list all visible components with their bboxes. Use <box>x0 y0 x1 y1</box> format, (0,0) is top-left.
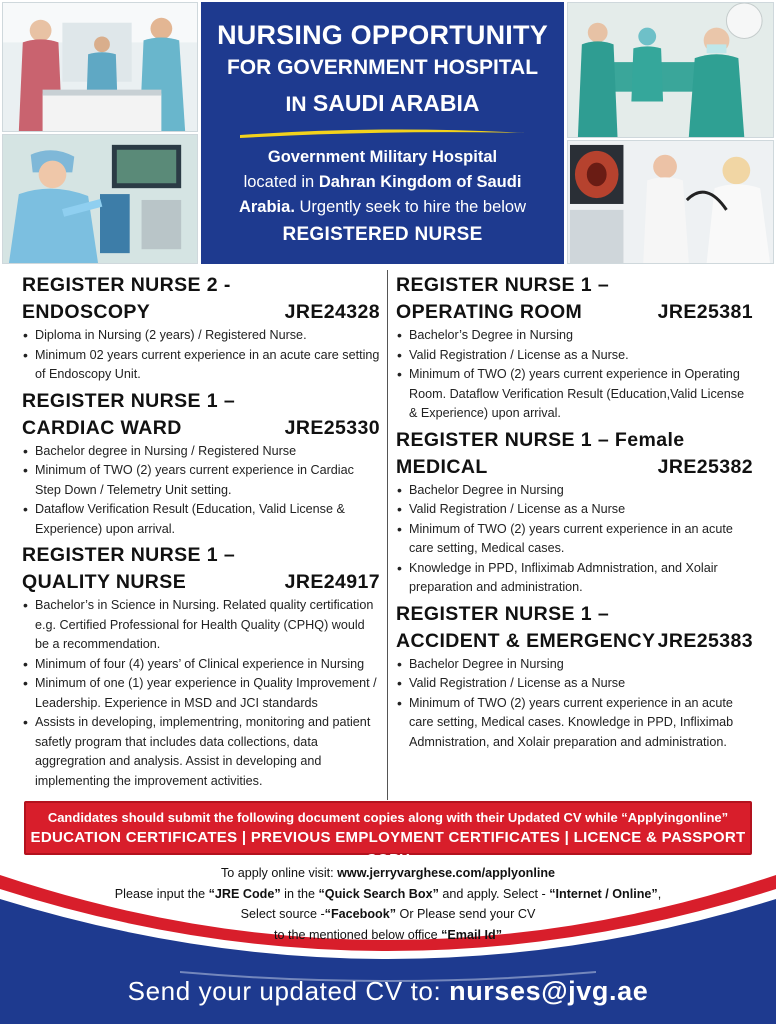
job-code: JRE25330 <box>284 416 380 439</box>
yellow-swoosh-divider <box>238 127 528 139</box>
list-item: • Bachelor’s Degree in Nursing <box>396 326 753 346</box>
list-item: • Valid Registration / License as a Nurse. <box>396 346 753 366</box>
job-code: JRE24328 <box>284 301 380 323</box>
jobs-right-column <box>396 272 753 755</box>
job-title: REGISTER NURSE 1 – CARDIAC WARD JRE25330 <box>22 388 380 442</box>
list-item: • Bachelor degree in Nursing / Registered Nurse <box>22 442 380 462</box>
apply-instructions: To apply online visit: www.jerryvarghese.com/applyonline Please input the “JRE Code” in the “Quick Search Box” and apply. Select - “Internet / Online”, Select source -“Facebook” Or Please send your CV to the mentioned below office “Email Id” <box>114 866 662 942</box>
documents-notice-banner <box>24 801 752 868</box>
list-item: • Minimum of TWO (2) years current experience in an acute care setting, Medical cases. Knowledge in PPD, Infliximab Admnistration, and Xolair preparation and administration. <box>396 694 753 753</box>
list-item: • Bachelor’s in Science in Nursing. Related quality certification e.g. Certified Professional for Health Quality (CPHQ) would be a recommendation. <box>22 596 380 655</box>
job-code: JRE25382 <box>657 455 753 478</box>
job-accident-emergency <box>396 601 753 753</box>
list-item: • Minimum of TWO (2) years current experience in an acute care setting, Medical cases. <box>396 520 753 559</box>
subheadline: FOR GOVERNMENT HOSPITAL <box>226 56 539 79</box>
job-female-medical <box>396 427 753 598</box>
list-item: • Minimum of four (4) years’ of Clinical experience in Nursing <box>22 655 380 675</box>
list-item: • Minimum of TWO (2) years current experience in Operating Room. Dataflow Verification Result (Education,Valid License & Experience) upon arrival. <box>396 365 753 424</box>
list-item: • Bachelor Degree in Nursing <box>396 655 753 675</box>
job-title: REGISTER NURSE 1 – QUALITY NURSE JRE24917 <box>22 542 380 596</box>
list-item: • Assists in developing, implementring, monitoring and patient safetly program that includes data collections, data aggregration and analysis. Assist in developing and implementing the improvement activities. <box>22 713 380 791</box>
endoscopy-photo <box>567 140 774 264</box>
job-endoscopy <box>22 272 380 385</box>
job-title: REGISTER NURSE 1 – OPERATING ROOM JRE25381 <box>396 272 753 326</box>
role-title: REGISTERED NURSE <box>282 224 483 245</box>
title-panel <box>201 2 564 264</box>
job-code: JRE24917 <box>284 571 380 593</box>
list-item: • Minimum of one (1) year experience in Quality Improvement / Leadership. Experience in MSD and JCI standards <box>22 674 380 713</box>
list-item: • Minimum of TWO (2) years current experience in Cardiac Step Down / Telemetry Unit setting. <box>22 461 380 500</box>
intro-text: Government Military Hospital located in Dahran Kingdom of Saudi Arabia. Urgently seek to hire the below <box>238 148 527 216</box>
list-item: • Diploma in Nursing (2 years) / Registered Nurse. <box>22 326 380 346</box>
job-title: REGISTER NURSE 1 – Female MEDICAL JRE25382 <box>396 427 753 481</box>
list-item: • Valid Registration / License as a Nurse <box>396 674 753 694</box>
location-headline: IN SAUDI ARABIA <box>285 90 480 116</box>
job-title: REGISTER NURSE 2 - ENDOSCOPY JRE24328 <box>22 272 380 326</box>
nurses-corridor-photo <box>2 2 198 132</box>
operating-room-photo <box>567 2 774 138</box>
footer <box>0 855 776 1024</box>
apply-link[interactable]: www.jerryvarghese.com/applyonline <box>337 866 556 880</box>
list-item: • Minimum 02 years current experience in an acute care setting of Endoscopy Unit. <box>22 346 380 385</box>
header <box>0 0 776 266</box>
jobs-left-column <box>22 272 380 794</box>
job-code: JRE25383 <box>657 629 753 652</box>
job-code: JRE25381 <box>657 301 753 323</box>
send-cv-line: Send your updated CV to: nurses@jvg.ae <box>127 976 649 1006</box>
column-divider <box>387 270 388 800</box>
job-operating-room <box>396 272 753 424</box>
notice-instruction: Candidates should submit the following document copies along with their Updated CV while “Applyingonline” <box>47 810 729 825</box>
job-quality-nurse <box>22 542 380 791</box>
icu-nurse-photo <box>2 134 198 264</box>
list-item: • Valid Registration / License as a Nurse <box>396 500 753 520</box>
job-cardiac-ward <box>22 388 380 540</box>
headline: NURSING OPPORTUNITY <box>217 20 548 50</box>
job-title: REGISTER NURSE 1 – ACCIDENT & EMERGENCY JRE25383 <box>396 601 753 655</box>
list-item: • Knowledge in PPD, Infliximab Admnistration, and Xolair preparation and administration. <box>396 559 753 598</box>
list-item: • Bachelor Degree in Nursing <box>396 481 753 501</box>
list-item: • Dataflow Verification Result (Education, Valid License & Experience) upon arrival. <box>22 500 380 539</box>
required-documents: EDUCATION CERTIFICATES | PREVIOUS EMPLOYMENT CERTIFICATES | LICENCE & PASSPORT COPY <box>30 829 746 868</box>
email-link[interactable]: nurses@jvg.ae <box>449 976 649 1006</box>
